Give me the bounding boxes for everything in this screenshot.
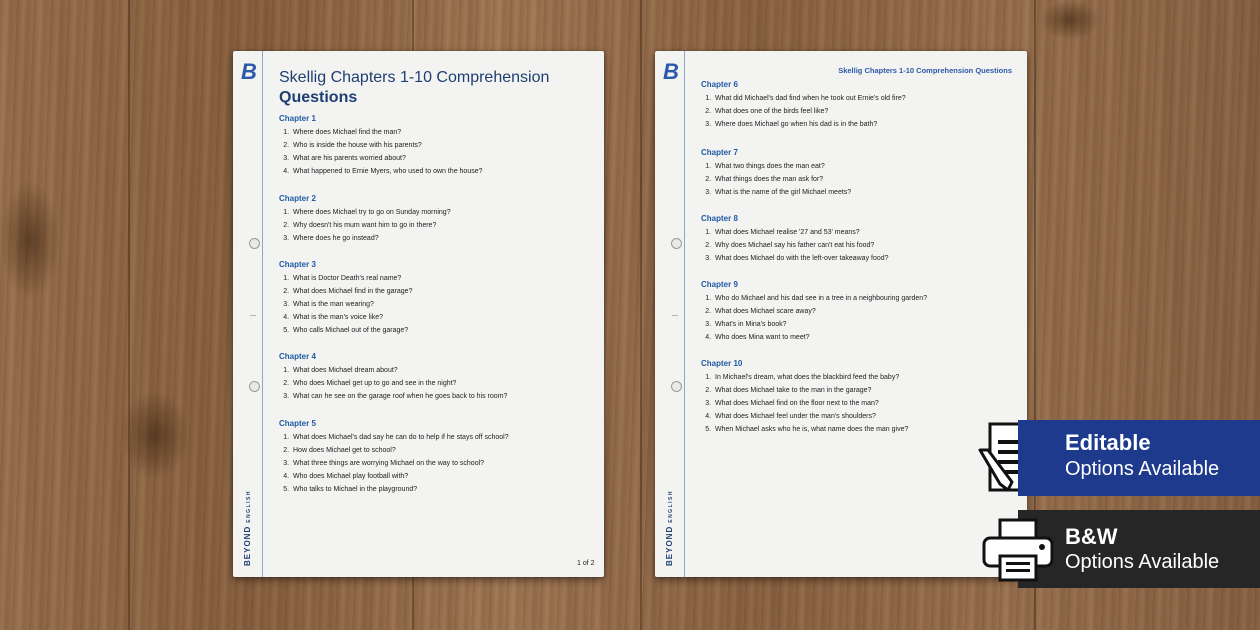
question-item: 1. What does Michael's dad say he can do to help if he stays off school? <box>291 431 509 444</box>
question-list <box>701 92 906 131</box>
chapter-section <box>279 114 483 178</box>
question-item: 1. Where does Michael try to go on Sunday morning? <box>291 206 451 219</box>
question-item: 5. Who calls Michael out of the garage? <box>291 324 412 337</box>
question-list <box>701 226 889 265</box>
question-item: 1. What does Michael dream about? <box>291 364 507 377</box>
editable-badge-subtitle: Options Available <box>1065 458 1220 480</box>
chapter-section <box>279 352 507 403</box>
wood-plank-seam <box>128 0 130 630</box>
punch-hole <box>249 238 260 249</box>
wood-knot <box>120 390 190 480</box>
chapter-section <box>701 80 906 131</box>
chapter-section <box>701 359 908 436</box>
chapter-section <box>279 419 509 496</box>
chapter-heading: Chapter 7 <box>701 148 738 157</box>
question-item: 2. What does Michael find in the garage? <box>291 285 412 298</box>
question-list <box>279 206 451 245</box>
question-list <box>279 431 509 496</box>
brand-text: BEYOND <box>243 525 252 566</box>
question-item: 4. Who does Mina want to meet? <box>713 331 927 344</box>
chapter-heading: Chapter 10 <box>701 359 743 368</box>
question-item: 1. What does Michael realise '27 and 53' means? <box>713 226 889 239</box>
question-item: 3. What can he see on the garage roof when he goes back to his room? <box>291 390 507 403</box>
fold-mark <box>672 315 678 316</box>
question-item: 1. What did Michael's dad find when he took out Ernie's old fire? <box>713 92 906 105</box>
wood-plank-seam <box>640 0 642 630</box>
chapter-section <box>701 280 927 344</box>
question-list <box>279 126 483 178</box>
chapter-heading: Chapter 8 <box>701 214 738 223</box>
question-item: 4. What is the man's voice like? <box>291 311 412 324</box>
chapter-section <box>279 260 412 337</box>
worksheet-page-1 <box>233 51 604 577</box>
running-header: Skellig Chapters 1-10 Comprehension Questions <box>838 66 1012 75</box>
question-list <box>701 292 927 344</box>
punch-hole <box>671 381 682 392</box>
brand-subtext: ENGLISH <box>246 490 252 523</box>
question-item: 2. What things does the man ask for? <box>713 173 851 186</box>
page-margin-line <box>684 51 685 577</box>
worksheet-page-2 <box>655 51 1027 577</box>
question-item: 4. What happened to Ernie Myers, who used to own the house? <box>291 165 483 178</box>
bw-options-badge <box>1018 510 1260 588</box>
brand-subtext: ENGLISH <box>668 490 674 523</box>
title-line-2: Questions <box>279 89 358 106</box>
question-item: 2. Who is inside the house with his parents? <box>291 139 483 152</box>
editable-badge-title: Editable <box>1065 430 1151 455</box>
beyond-logo: B <box>663 59 679 84</box>
question-list <box>701 160 851 199</box>
question-item: 3. What is the name of the girl Michael meets? <box>713 186 851 199</box>
question-item: 2. What does Michael take to the man in the garage? <box>713 384 908 397</box>
chapter-heading: Chapter 9 <box>701 280 738 289</box>
question-item: 4. What does Michael feel under the man's shoulders? <box>713 410 908 423</box>
question-item: 3. What's in Mina's book? <box>713 318 927 331</box>
question-item: 3. What is the man wearing? <box>291 298 412 311</box>
question-item: 1. In Michael's dream, what does the blackbird feed the baby? <box>713 371 908 384</box>
question-item: 2. How does Michael get to school? <box>291 444 509 457</box>
question-item: 3. What does Michael do with the left-over takeaway food? <box>713 252 889 265</box>
chapter-section <box>701 148 851 199</box>
question-item: 3. What are his parents worried about? <box>291 152 483 165</box>
chapter-heading: Chapter 5 <box>279 419 316 428</box>
question-item: 5. Who talks to Michael in the playground? <box>291 483 509 496</box>
wood-knot <box>1040 0 1100 40</box>
fold-mark <box>250 315 256 316</box>
question-item: 3. What three things are worrying Michael on the way to school? <box>291 457 509 470</box>
chapter-heading: Chapter 6 <box>701 80 738 89</box>
question-item: 3. What does Michael find on the floor next to the man? <box>713 397 908 410</box>
question-item: 1. What is Doctor Death's real name? <box>291 272 412 285</box>
brand-name <box>665 490 674 566</box>
question-item: 5. When Michael asks who he is, what name does the man give? <box>713 423 908 436</box>
chapter-heading: Chapter 1 <box>279 114 316 123</box>
brand-text: BEYOND <box>665 525 674 566</box>
bw-badge-title: B&W <box>1065 524 1118 549</box>
editable-options-badge <box>1018 420 1260 496</box>
page-number: 1 of 2 <box>577 560 595 567</box>
bw-badge-subtitle: Options Available <box>1065 551 1220 573</box>
punch-hole <box>671 238 682 249</box>
question-item: 2. What does Michael scare away? <box>713 305 927 318</box>
page-margin-line <box>262 51 263 577</box>
question-item: 2. Why does Michael say his father can't eat his food? <box>713 239 889 252</box>
question-list <box>701 371 908 436</box>
worksheet-title <box>279 68 549 108</box>
punch-hole <box>249 381 260 392</box>
question-list <box>279 364 507 403</box>
question-item: 1. Who do Michael and his dad see in a tree in a neighbouring garden? <box>713 292 927 305</box>
title-line-1: Skellig Chapters 1-10 Comprehension <box>279 69 550 86</box>
question-item: 3. Where does Michael go when his dad is in the bath? <box>713 118 906 131</box>
question-item: 2. What does one of the birds feel like? <box>713 105 906 118</box>
chapter-heading: Chapter 2 <box>279 194 316 203</box>
question-list <box>279 272 412 337</box>
chapter-heading: Chapter 4 <box>279 352 316 361</box>
beyond-logo: B <box>241 59 257 84</box>
wood-knot <box>0 180 60 300</box>
brand-name <box>243 490 252 566</box>
question-item: 3. Where does he go instead? <box>291 232 451 245</box>
question-item: 1. What two things does the man eat? <box>713 160 851 173</box>
chapter-section <box>279 194 451 245</box>
chapter-section <box>701 214 889 265</box>
question-item: 2. Why doesn't his mum want him to go in there? <box>291 219 451 232</box>
question-item: 4. Who does Michael play football with? <box>291 470 509 483</box>
printer-icon <box>982 518 1054 587</box>
question-item: 1. Where does Michael find the man? <box>291 126 483 139</box>
chapter-heading: Chapter 3 <box>279 260 316 269</box>
question-item: 2. Who does Michael get up to go and see in the night? <box>291 377 507 390</box>
